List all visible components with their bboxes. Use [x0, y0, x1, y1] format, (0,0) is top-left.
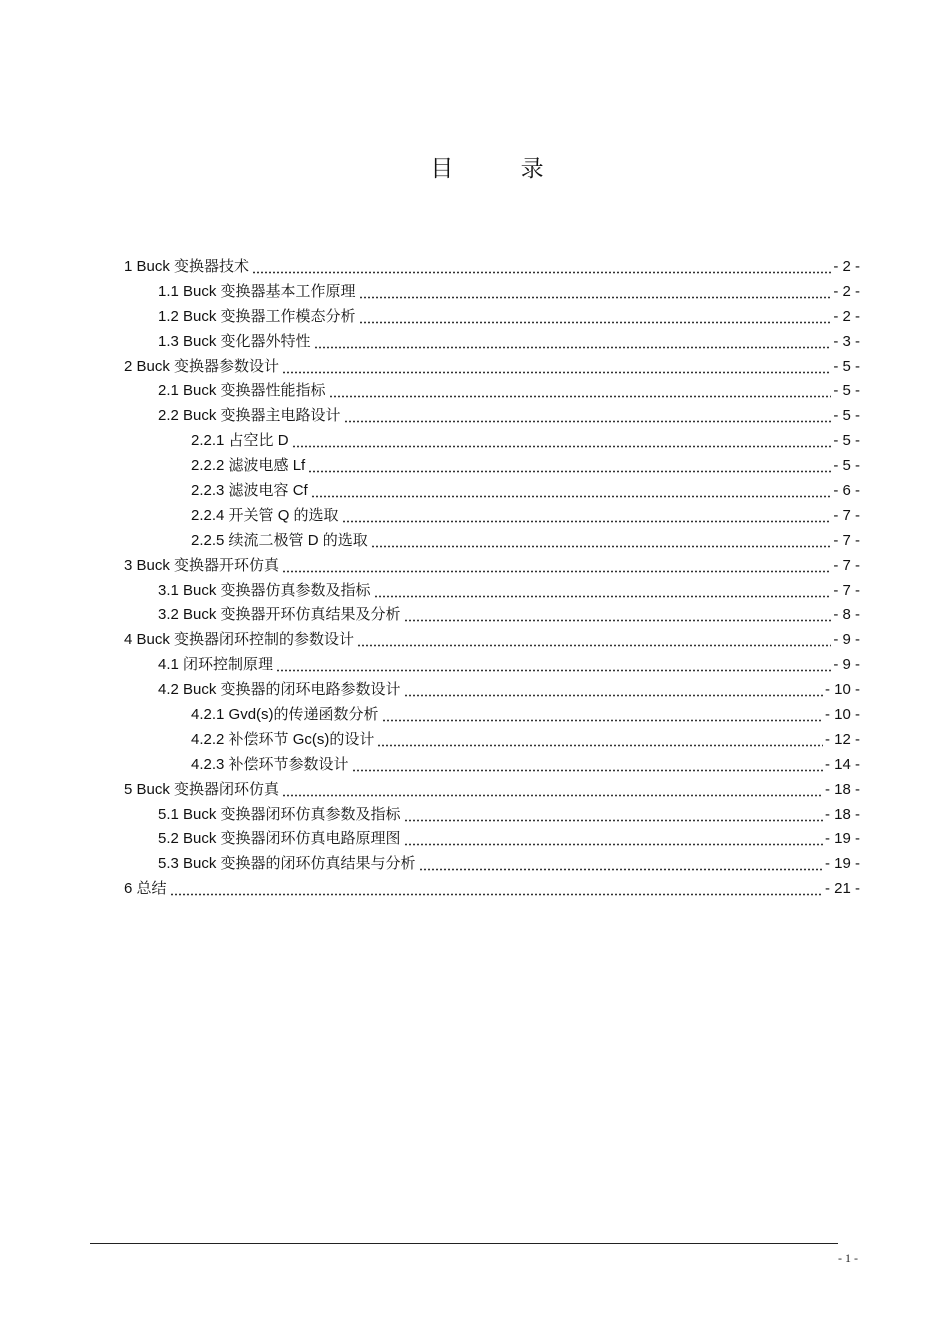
toc-dot-leader [404, 607, 832, 622]
toc-dot-leader [342, 508, 832, 523]
toc-entry[interactable] [124, 304, 860, 329]
toc-dot-leader [404, 831, 823, 846]
toc-entry[interactable] [124, 777, 860, 802]
toc-entry[interactable] [124, 378, 860, 403]
toc-entry[interactable] [124, 802, 860, 827]
toc-entry[interactable] [124, 652, 860, 677]
toc-entry-label: 4 Buck 变换器闭环控制的参数设计 [124, 631, 355, 649]
toc-entry[interactable] [124, 528, 860, 553]
toc-entry-page: - 18 - [824, 780, 860, 798]
toc-entry-label: 1.2 Buck 变换器工作模态分析 [158, 307, 356, 325]
toc-entry-page: - 9 - [833, 631, 860, 649]
toc-entry-page: - 5 - [833, 407, 860, 425]
toc-entry-page: - 7 - [833, 556, 860, 574]
toc-entry[interactable] [124, 478, 860, 503]
toc-entry-page: - 10 - [824, 705, 860, 723]
toc-entry[interactable] [124, 627, 860, 652]
toc-entry[interactable] [124, 752, 860, 777]
toc-entry-page: - 19 - [824, 855, 860, 873]
toc-entry[interactable] [124, 851, 860, 876]
toc-entry-page: - 2 - [833, 257, 860, 275]
footer-page-number: - 1 - [838, 1251, 858, 1265]
toc-entry-page: - 7 - [833, 506, 860, 524]
toc-entry-label: 2.2.2 滤波电感 Lf [191, 457, 306, 475]
toc-dot-leader [352, 757, 823, 772]
toc-dot-leader [170, 881, 823, 896]
toc-dot-leader [382, 707, 823, 722]
toc-entry[interactable] [124, 677, 860, 702]
toc-dot-leader [357, 632, 831, 647]
toc-entry-page: - 5 - [833, 357, 860, 375]
toc-entry-page: - 18 - [824, 805, 860, 823]
toc-dot-leader [282, 782, 823, 797]
toc-entry-label: 2.2.5 续流二极管 D 的选取 [191, 531, 368, 549]
toc-entry-label: 5 Buck 变换器闭环仿真 [124, 780, 280, 798]
toc-dot-leader [419, 856, 823, 871]
toc-entry-label: 4.2.1 Gvd(s)的传递函数分析 [191, 705, 379, 723]
toc-entry-page: - 7 - [833, 531, 860, 549]
toc-entry-label: 3 Buck 变换器开环仿真 [124, 556, 280, 574]
toc-entry[interactable] [124, 578, 860, 603]
toc-entry-label: 3.1 Buck 变换器仿真参数及指标 [158, 581, 371, 599]
toc-entry-label: 3.2 Buck 变换器开环仿真结果及分析 [158, 606, 401, 624]
toc-entry-label: 1.1 Buck 变换器基本工作原理 [158, 282, 356, 300]
toc-dot-leader [282, 558, 831, 573]
toc-dot-leader [314, 334, 832, 349]
toc-dot-leader [252, 259, 831, 274]
toc-entry-label: 4.2.2 补偿环节 Gc(s)的设计 [191, 730, 375, 748]
toc-entry-page: - 21 - [824, 880, 860, 898]
toc-entry-page: - 8 - [833, 606, 860, 624]
toc-entry[interactable] [124, 279, 860, 304]
toc-entry[interactable] [124, 553, 860, 578]
toc-entry[interactable] [124, 602, 860, 627]
toc-entry-page: - 2 - [833, 282, 860, 300]
toc-entry[interactable] [124, 876, 860, 901]
toc-dot-leader [404, 682, 823, 697]
toc-entry-page: - 5 - [833, 457, 860, 475]
toc-entry-label: 2.2.3 滤波电容 Cf [191, 481, 308, 499]
toc-dot-leader [311, 483, 832, 498]
toc-entry-label: 2 Buck 变换器参数设计 [124, 357, 280, 375]
toc-entry-page: - 19 - [824, 830, 860, 848]
toc-dot-leader [359, 309, 832, 324]
toc-entry-label: 5.2 Buck 变换器闭环仿真电路原理图 [158, 830, 401, 848]
table-of-contents [124, 254, 860, 901]
toc-dot-leader [371, 533, 832, 548]
toc-entry-page: - 6 - [833, 481, 860, 499]
toc-entry-label: 5.1 Buck 变换器闭环仿真参数及指标 [158, 805, 401, 823]
toc-entry-page: - 3 - [833, 332, 860, 350]
toc-entry[interactable] [124, 503, 860, 528]
toc-entry-label: 5.3 Buck 变换器的闭环仿真结果与分析 [158, 855, 416, 873]
toc-entry[interactable] [124, 453, 860, 478]
toc-entry-page: - 7 - [833, 581, 860, 599]
toc-entry-page: - 12 - [824, 730, 860, 748]
toc-dot-leader [292, 433, 832, 448]
toc-dot-leader [377, 732, 823, 747]
toc-entry-label: 4.2.3 补偿环节参数设计 [191, 755, 349, 773]
toc-entry-label: 2.2 Buck 变换器主电路设计 [158, 407, 341, 425]
footer-divider [90, 1243, 838, 1244]
toc-entry[interactable] [124, 403, 860, 428]
toc-dot-leader [282, 359, 831, 374]
toc-dot-leader [359, 284, 832, 299]
toc-entry-page: - 14 - [824, 755, 860, 773]
toc-entry-label: 4.2 Buck 变换器的闭环电路参数设计 [158, 681, 401, 699]
toc-entry[interactable] [124, 329, 860, 354]
toc-entry-label: 1 Buck 变换器技术 [124, 257, 250, 275]
toc-entry[interactable] [124, 727, 860, 752]
toc-dot-leader [374, 583, 832, 598]
toc-dot-leader [329, 383, 832, 398]
toc-dot-leader [276, 657, 831, 672]
toc-entry[interactable] [124, 428, 860, 453]
page-title: 目 录 [430, 156, 574, 182]
toc-entry-label: 4.1 闭环控制原理 [158, 656, 274, 674]
toc-entry[interactable] [124, 354, 860, 379]
toc-entry-page: - 9 - [833, 656, 860, 674]
toc-dot-leader [404, 807, 823, 822]
toc-entry-page: - 10 - [824, 681, 860, 699]
toc-entry-label: 2.2.4 开关管 Q 的选取 [191, 506, 339, 524]
toc-entry-label: 2.2.1 占空比 D [191, 432, 289, 450]
toc-entry[interactable] [124, 254, 860, 279]
toc-entry-page: - 5 - [833, 382, 860, 400]
toc-entry-label: 6 总结 [124, 880, 167, 898]
toc-entry-page: - 5 - [833, 432, 860, 450]
toc-entry[interactable] [124, 702, 860, 727]
toc-entry[interactable] [124, 826, 860, 851]
toc-entry-page: - 2 - [833, 307, 860, 325]
toc-entry-label: 2.1 Buck 变换器性能指标 [158, 382, 326, 400]
toc-dot-leader [308, 458, 831, 473]
toc-entry-label: 1.3 Buck 变化器外特性 [158, 332, 311, 350]
toc-dot-leader [344, 408, 832, 423]
